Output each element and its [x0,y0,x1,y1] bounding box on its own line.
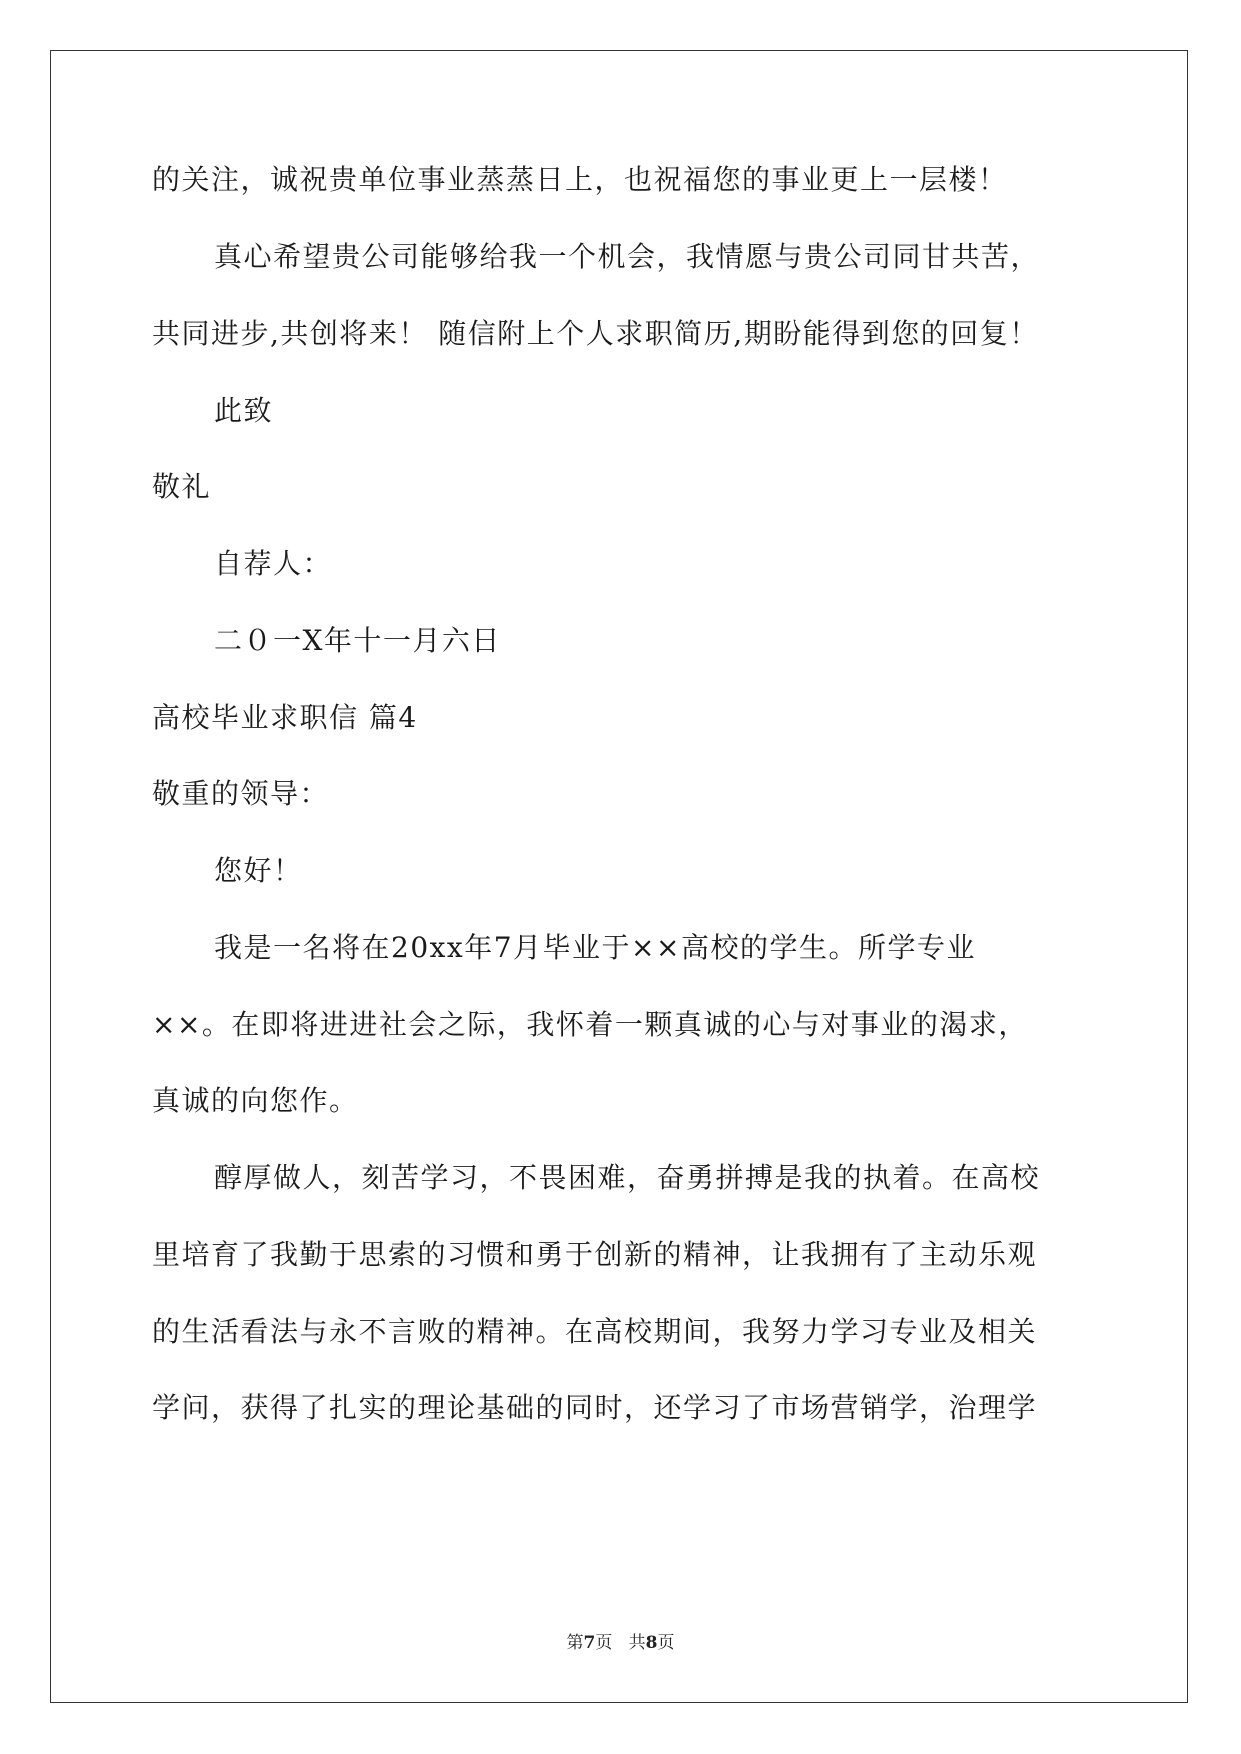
paragraph-line: 的关注，诚祝贵单位事业蒸蒸日上，也祝福您的事业更上一层楼！ [152,163,1008,196]
paragraph-line: 我是一名将在20xx年7月毕业于××高校的学生。所学专业 [214,931,976,964]
paragraph-line: 真心希望贵公司能够给我一个机会，我情愿与贵公司同甘共苦， [214,240,1041,273]
total-prefix: 共 [628,1633,646,1653]
signer-label: 自荐人： [214,547,333,580]
closing-salutation: 此致 [214,394,274,427]
paragraph-line: 共同进步,共创将来！ 随信附上个人求职简历,期盼能得到您的回复！ [152,317,1039,350]
letter-addressee: 敬重的领导： [152,777,330,810]
current-page-number: 7 [583,1633,596,1653]
letter-date: 二０一X年十一月六日 [214,624,501,657]
page-prefix: 第 [566,1633,584,1653]
page-footer [0,1628,1241,1653]
paragraph-line: 真诚的向您作。 [152,1084,359,1117]
paragraph-line: 的生活看法与永不言败的精神。在高校期间，我努力学习专业及相关 [152,1315,1038,1348]
paragraph-line: 里培育了我勤于思索的习惯和勇于创新的精神，让我拥有了主动乐观 [152,1238,1038,1271]
paragraph-line: 醇厚做人，刻苦学习，不畏困难，奋勇拼搏是我的执着。在高校 [214,1161,1041,1194]
closing-respect: 敬礼 [152,470,212,503]
page-unit: 页 [595,1633,613,1653]
letter-greeting: 您好！ [214,854,303,887]
total-page-number: 8 [645,1633,658,1653]
paragraph-line: 学问，获得了扎实的理论基础的同时，还学习了市场营销学，治理学 [152,1391,1038,1424]
total-unit: 页 [657,1633,675,1653]
section-heading: 高校毕业求职信 篇4 [152,701,418,734]
paragraph-line: ××。在即将进进社会之际，我怀着一颗真诚的心与对事业的渴求， [152,1008,1028,1041]
